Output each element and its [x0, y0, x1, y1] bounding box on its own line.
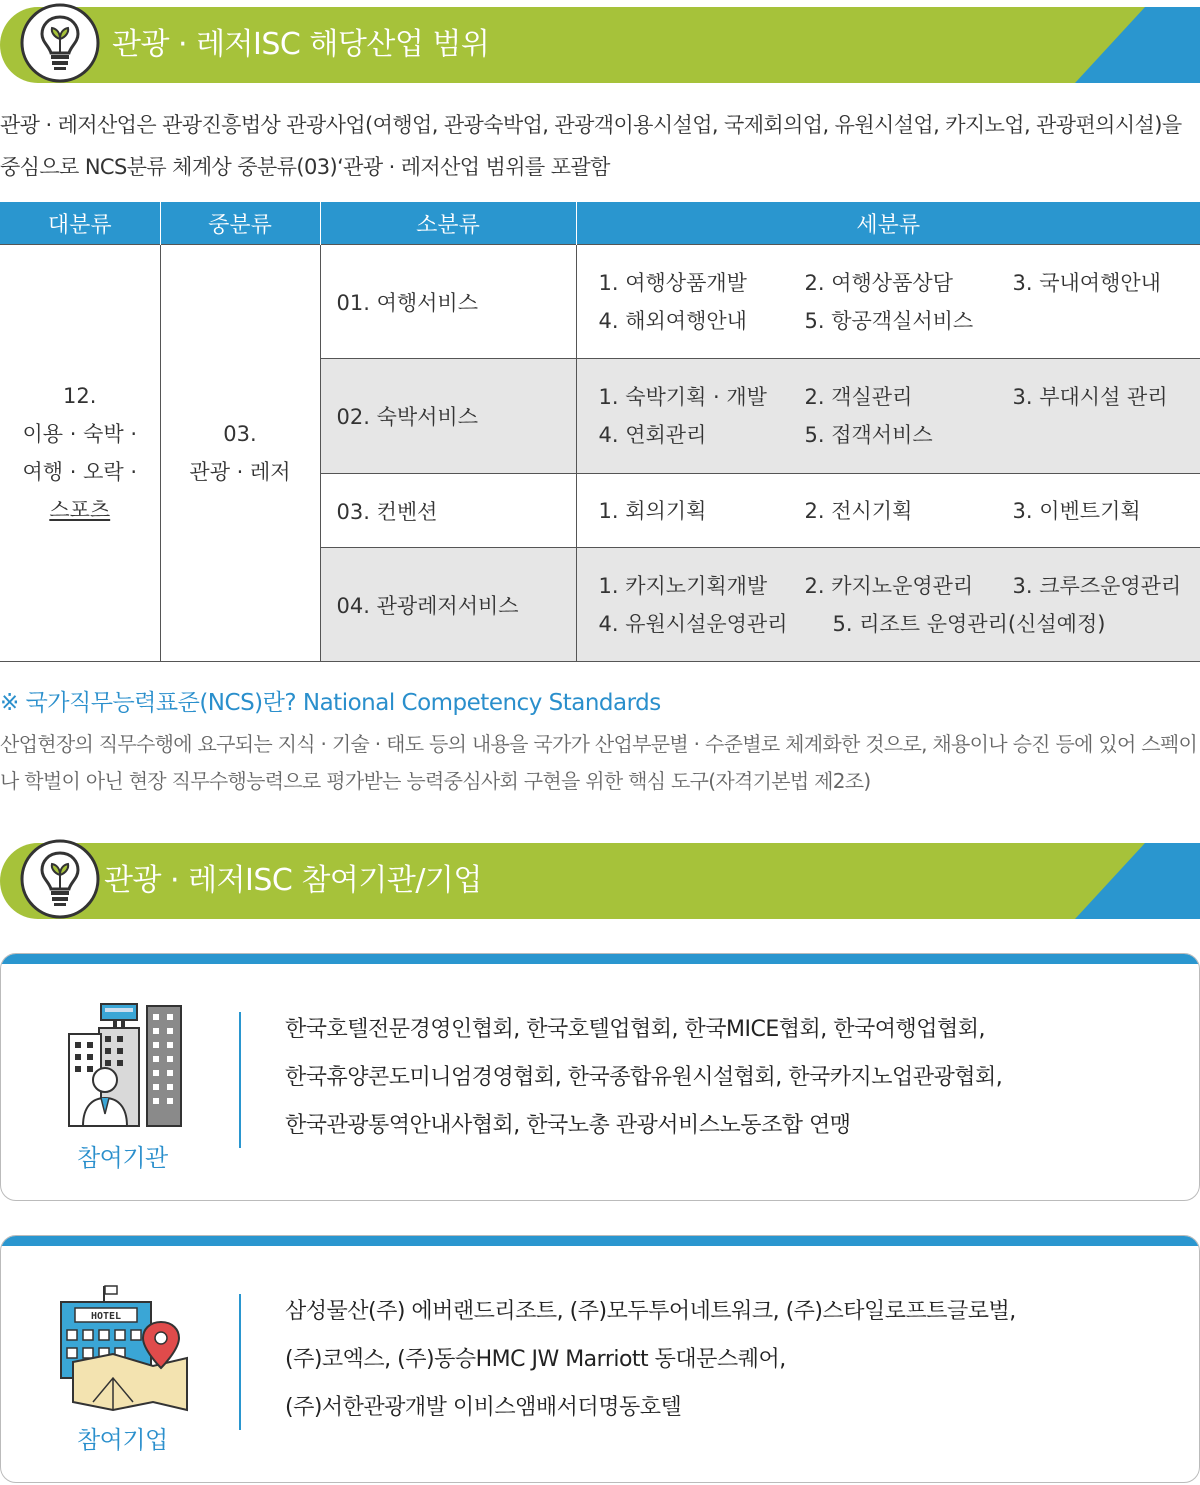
card-top-line [1, 954, 1199, 964]
companies-label: 참여기업 [77, 1426, 168, 1454]
sub-category: 03. 컨벤션 [320, 474, 576, 548]
table-header-row [0, 202, 1200, 245]
ncs-classification-table [0, 202, 1200, 662]
intro-text: 관광 · 레저산업은 관광진흥법상 관광사업(여행업, 관광숙박업, 관광객이용시설업, 국제회의업, 유원시설업, 카지노업, 관광편의시설)을 중심으로 NCS분류 체계상 중분류(03)‘관광 · 레저산업 범위를 포괄함 [0, 113, 1182, 179]
card-top-line [1, 1236, 1199, 1246]
institutions-list: 한국호텔전문경영인협회, 한국호텔업협회, 한국MICE협회, 한국여행업협회, 한국휴양콘도미니엄경영협회, 한국종합유원시설협회, 한국카지노업관광협회, 한국관광통역안내사협회, 한국노총 관광서비스노동조합 연맹 [285, 1017, 1003, 1138]
institutions-card [0, 953, 1200, 1201]
detail-category: 1. 숙박기획 · 개발 2. 객실관리 3. 부대시설 관리 4. 연회관리 5. 접객서비스 [576, 359, 1200, 474]
sub-category: 02. 숙박서비스 [320, 359, 576, 474]
sub-category: 01. 여행서비스 [320, 245, 576, 359]
companies-card [0, 1235, 1200, 1483]
lightbulb-icon [20, 3, 100, 83]
detail-category: 1. 여행상품개발 2. 여행상품상담 3. 국내여행안내 4. 해외여행안내 5. 항공객실서비스 [576, 245, 1200, 359]
major-category: 12. 이용 · 숙박 · 여행 · 오락 · 스포츠 [0, 245, 160, 662]
lightbulb-icon [20, 839, 100, 919]
section-title: 관광 · 레저ISC 참여기관/기업 [104, 863, 482, 898]
sub-category: 04. 관광레저서비스 [320, 548, 576, 662]
card-divider [239, 1012, 241, 1148]
detail-category: 1. 회의기획 2. 전시기획 3. 이벤트기획 [576, 474, 1200, 548]
detail-category: 1. 카지노기획개발 2. 카지노운영관리 3. 크루즈운영관리 4. 유원시설운영관리 5. 리조트 운영관리(신설예정) [576, 548, 1200, 662]
ncs-note-body: 산업현장의 직무수행에 요구되는 지식 · 기술 · 태도 등의 내용을 국가가 산업부문별 · 수준별로 체계화한 것으로, 채용이나 승진 등에 있어 스펙이나 학벌이 아닌 현장 직무수행능력으로 평가받는 능력중심사회 구현을 위한 핵심 도구(자격기본법 제2조) [0, 732, 1198, 793]
section-banner-participants [0, 843, 1200, 919]
header-detail: 세분류 [576, 202, 1200, 245]
section-title: 관광 · 레저ISC 해당산업 범위 [112, 27, 490, 62]
header-major: 대분류 [0, 202, 160, 245]
section-banner-scope [0, 7, 1200, 83]
header-sub: 소분류 [320, 202, 576, 245]
companies-list: 삼성물산(주) 에버랜드리조트, (주)모두투어네트워크, (주)스타일로프트글로벌, (주)코엑스, (주)동승HMC JW Marriott 동대문스퀘어, (주)서한관광개발 이비스앰배서더명동호텔 [285, 1299, 1016, 1420]
header-mid: 중분류 [160, 202, 320, 245]
card-divider [239, 1294, 241, 1430]
institutions-label: 참여기관 [77, 1144, 168, 1172]
mid-category: 03. 관광 · 레저 [160, 245, 320, 662]
hotel-map-icon [53, 1282, 193, 1412]
hotel-sign-text: HOTEL [90, 1311, 122, 1322]
ncs-note-title: ※ 국가직무능력표준(NCS)란? National Competency Standards [0, 690, 661, 716]
buildings-icon [63, 998, 183, 1128]
table-row [0, 245, 1200, 359]
